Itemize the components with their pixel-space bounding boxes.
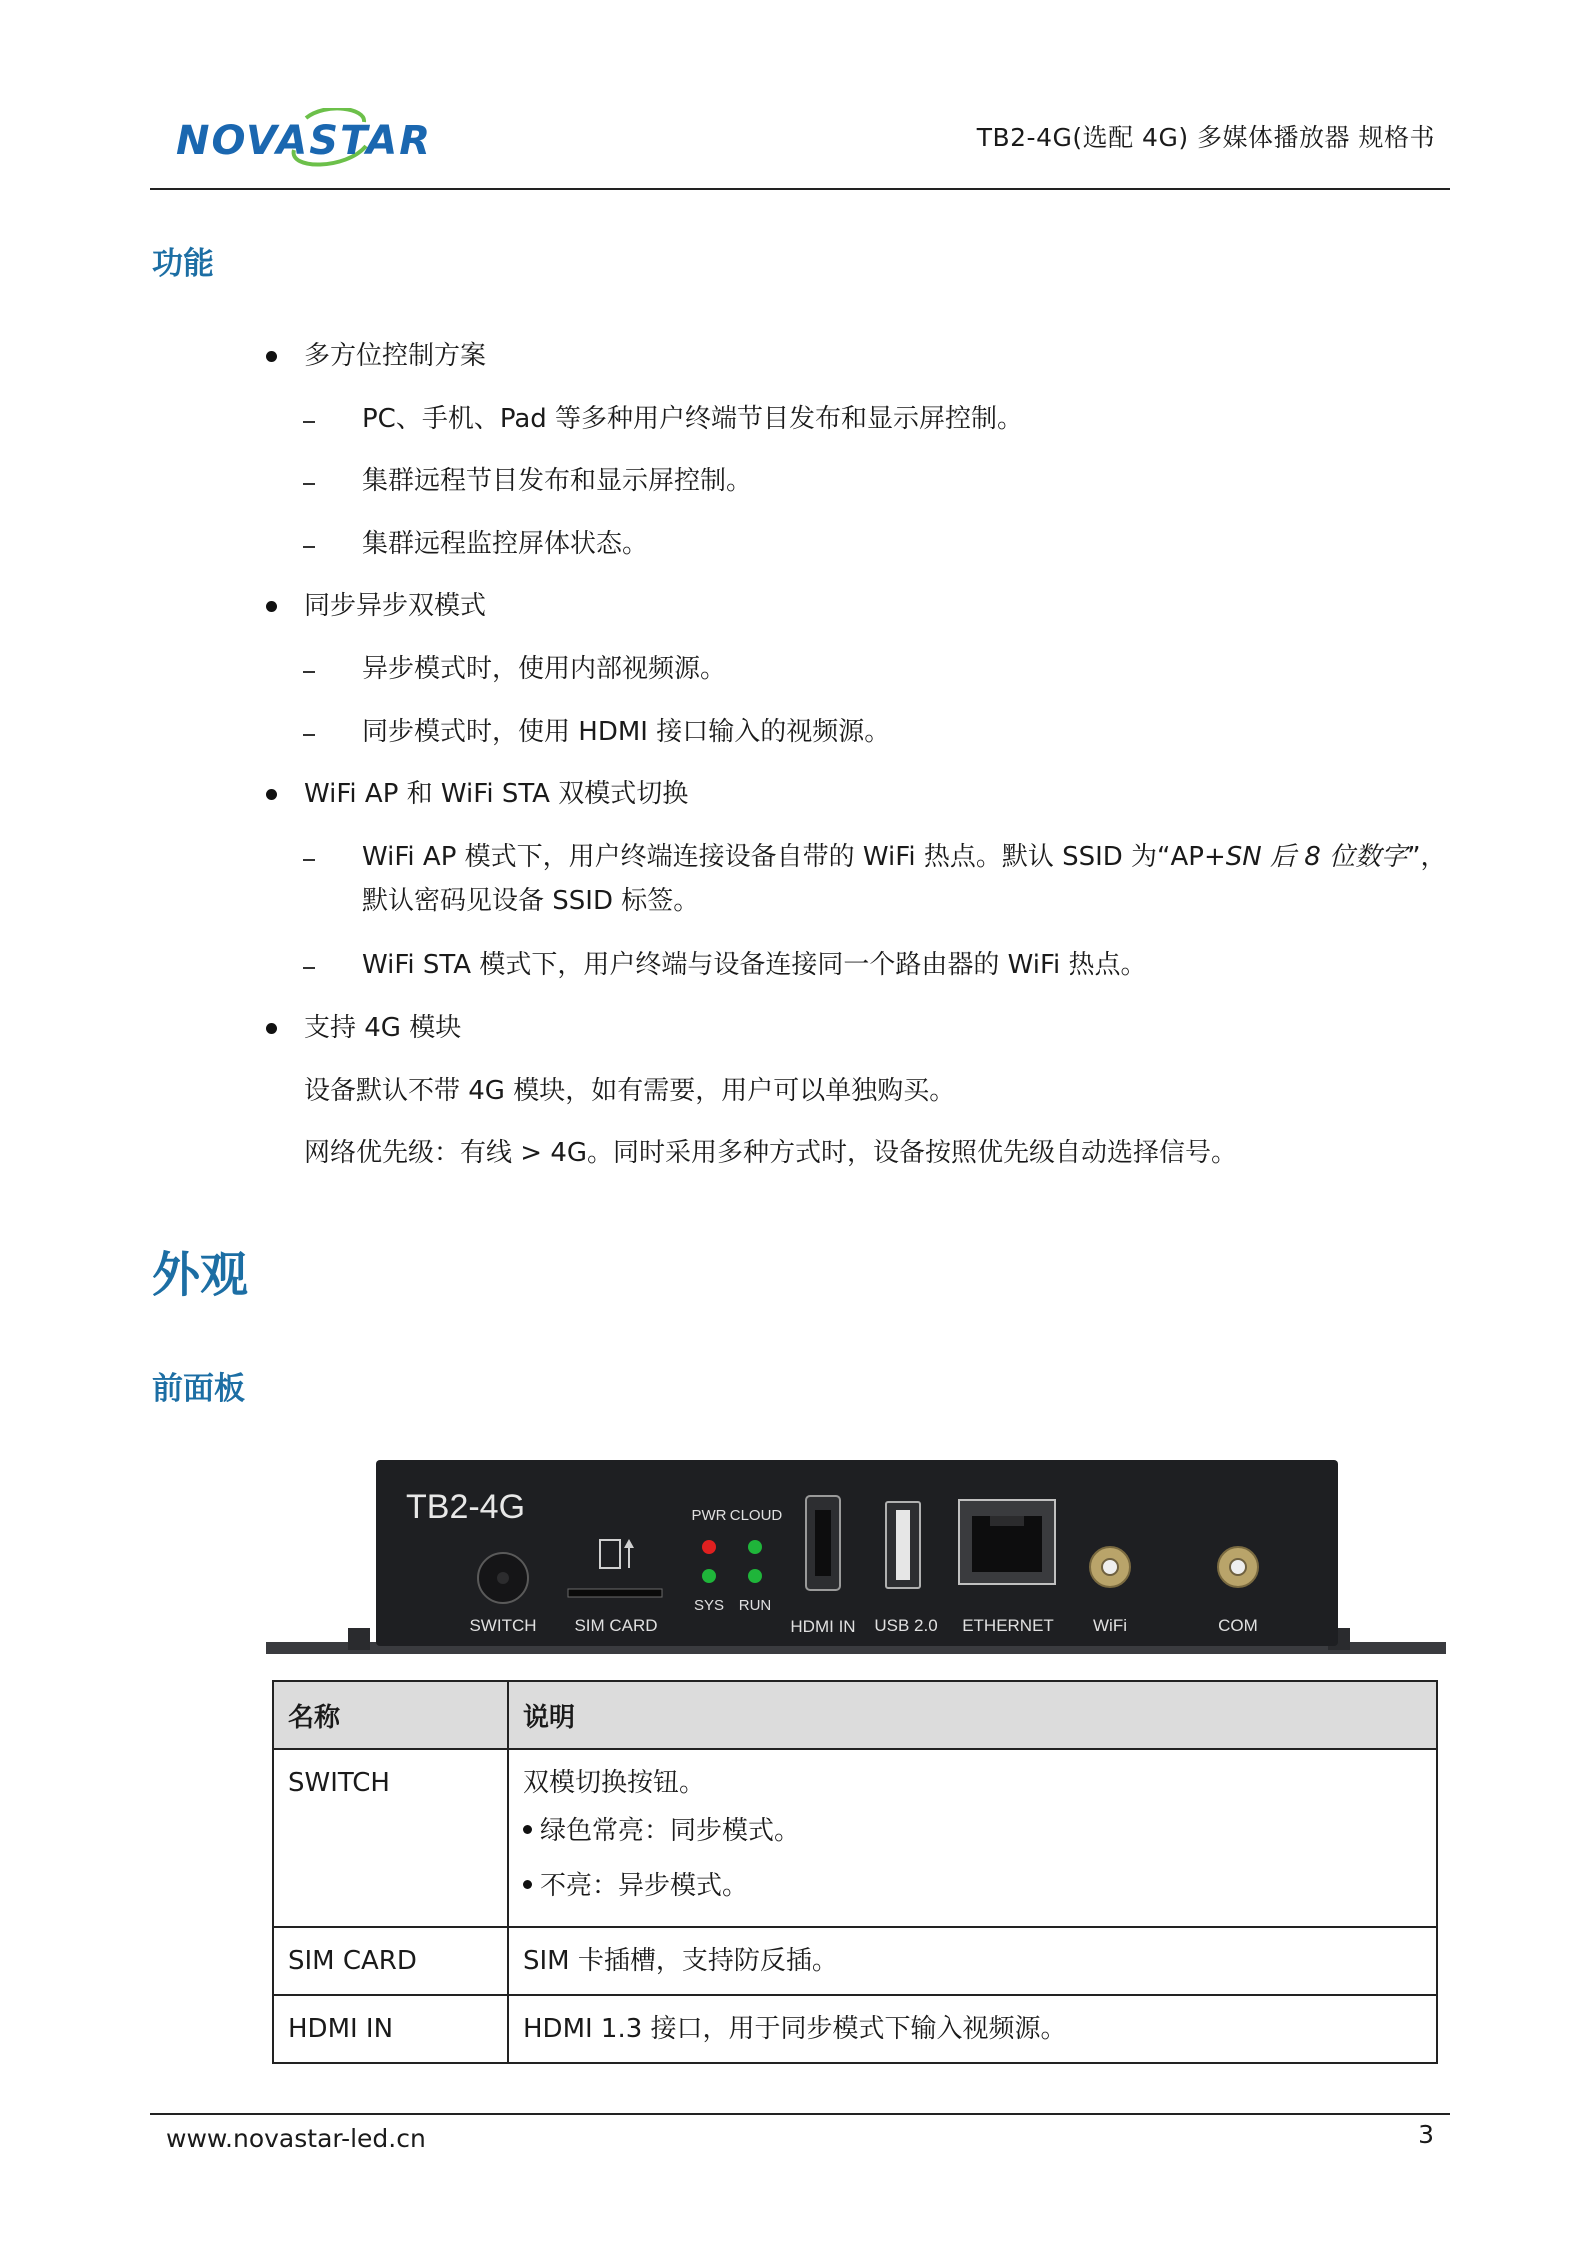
sys-label: SYS [693, 1597, 725, 1614]
table-cell-description [508, 1749, 1437, 1927]
feature-title: 支持 4G 模块 [304, 1013, 462, 1043]
wifi-label: WiFi [1093, 1616, 1127, 1635]
subsection-heading-front-panel: 前面板 [152, 1371, 245, 1407]
row-description: HDMI 1.3 接口，用于同步模式下输入视频源。 [523, 2014, 1067, 2044]
row-description-bullet [523, 1859, 1422, 1914]
feature-title: 同步异步双模式 [304, 591, 487, 621]
wifi-ap-text-prefix: WiFi AP 模式下，用户终端连接设备自带的 WiFi 热点。默认 SSID 为“AP+ [362, 842, 1226, 872]
pwr-label: PWR [691, 1507, 727, 1524]
table-row [273, 1927, 1437, 1995]
table-cell-description [508, 1927, 1437, 1995]
sim-card-slot [568, 1589, 662, 1597]
usb-label: USB 2.0 [874, 1616, 938, 1635]
feature-detail: 同步模式时，使用 HDMI 接口输入的视频源。 [362, 717, 891, 747]
feature-detail: PC、手机、Pad 等多种用户终端节目发布和显示屏控制。 [362, 404, 1024, 434]
run-label: RUN [738, 1597, 772, 1614]
feature-paragraph: 设备默认不带 4G 模块，如有需要，用户可以单独购买。 [304, 1076, 956, 1106]
table-cell-name [273, 1927, 508, 1995]
page-number: 3 [1418, 2120, 1434, 2149]
row-description: 双模切换按钮。 [523, 1768, 706, 1798]
novastar-logo [176, 108, 516, 168]
sim-card-label: SIM CARD [574, 1616, 658, 1635]
dash-marker [303, 546, 315, 548]
dash-marker [303, 967, 315, 969]
column-header-description: 说明 [508, 1681, 1437, 1749]
com-antenna-pin [1230, 1559, 1246, 1575]
feature-title: WiFi AP 和 WiFi STA 双模式切换 [304, 779, 689, 809]
document-title: TB2-4G(选配 4G) 多媒体播放器 规格书 [976, 123, 1435, 152]
dash-marker [303, 734, 315, 736]
ethernet-label: ETHERNET [962, 1616, 1054, 1635]
dash-marker [303, 483, 315, 485]
row-name: HDMI IN [288, 2014, 394, 2044]
feature-detail: 异步模式时，使用内部视频源。 [362, 654, 727, 684]
bullet-dot [266, 351, 277, 362]
table-cell-description [508, 1995, 1437, 2063]
device-model-label: TB2-4G [406, 1488, 526, 1526]
bullet-dot [523, 1880, 532, 1889]
cloud-label: CLOUD [729, 1507, 783, 1524]
row-name: SWITCH [288, 1768, 390, 1798]
table-header-row [273, 1681, 1437, 1749]
switch-label: SWITCH [469, 1616, 537, 1635]
footer-website-link[interactable]: www.novastar-led.cn [166, 2124, 426, 2153]
table-cell-name [273, 1995, 508, 2063]
row-description-bullet [523, 1804, 1422, 1859]
feature-paragraph: 网络优先级：有线 > 4G。同时采用多种方式时，设备按照优先级自动选择信号。 [304, 1138, 1238, 1168]
bullet-text: 不亮：异步模式。 [540, 1871, 749, 1901]
table-row [273, 1749, 1437, 1927]
dash-marker [303, 671, 315, 673]
ethernet-port-latch [990, 1516, 1024, 1526]
section-heading-function: 功能 [152, 246, 214, 282]
feature-detail: 集群远程监控屏体状态。 [362, 529, 649, 559]
switch-button-center [497, 1572, 509, 1584]
wifi-ap-text-italic: SN 后 8 位数字 [1225, 842, 1408, 872]
table-cell-name [273, 1749, 508, 1927]
row-name: SIM CARD [288, 1946, 417, 1976]
bullet-text: 绿色常亮：同步模式。 [540, 1816, 801, 1846]
feature-detail-wifi-ap-line2: 默认密码见设备 SSID 标签。 [362, 886, 700, 916]
wifi-antenna-pin [1102, 1559, 1118, 1575]
feature-detail: 集群远程节目发布和显示屏控制。 [362, 466, 753, 496]
section-heading-appearance: 外观 [152, 1247, 249, 1303]
feature-detail: WiFi STA 模式下，用户终端与设备连接同一个路由器的 WiFi 热点。 [362, 950, 1147, 980]
wifi-ap-text-suffix: ”， [1407, 842, 1447, 872]
feature-detail-wifi-ap [362, 842, 1447, 873]
table-row [273, 1995, 1437, 2063]
bullet-dot [266, 1023, 277, 1034]
pwr-led-icon [702, 1540, 716, 1554]
front-panel-description-table [272, 1680, 1438, 2064]
hdmi-port-opening [815, 1510, 831, 1576]
svg-text:NOVASTAR: NOVASTAR [176, 118, 432, 164]
bullet-dot [523, 1825, 532, 1834]
run-led-icon [748, 1569, 762, 1583]
header-divider [150, 188, 1450, 190]
sys-led-icon [702, 1569, 716, 1583]
bullet-dot [266, 789, 277, 800]
mounting-tab-left [348, 1628, 370, 1650]
column-header-name: 名称 [273, 1681, 508, 1749]
footer-divider [150, 2113, 1450, 2115]
row-description: SIM 卡插槽，支持防反插。 [523, 1946, 838, 1976]
usb-port-tongue [896, 1510, 910, 1580]
feature-title: 多方位控制方案 [304, 341, 487, 371]
bullet-dot [266, 601, 277, 612]
hdmi-in-label: HDMI IN [790, 1617, 856, 1636]
dash-marker [303, 859, 315, 861]
com-label: COM [1218, 1616, 1258, 1635]
cloud-led-icon [748, 1540, 762, 1554]
device-front-panel-image [266, 1456, 1446, 1666]
dash-marker [303, 421, 315, 423]
